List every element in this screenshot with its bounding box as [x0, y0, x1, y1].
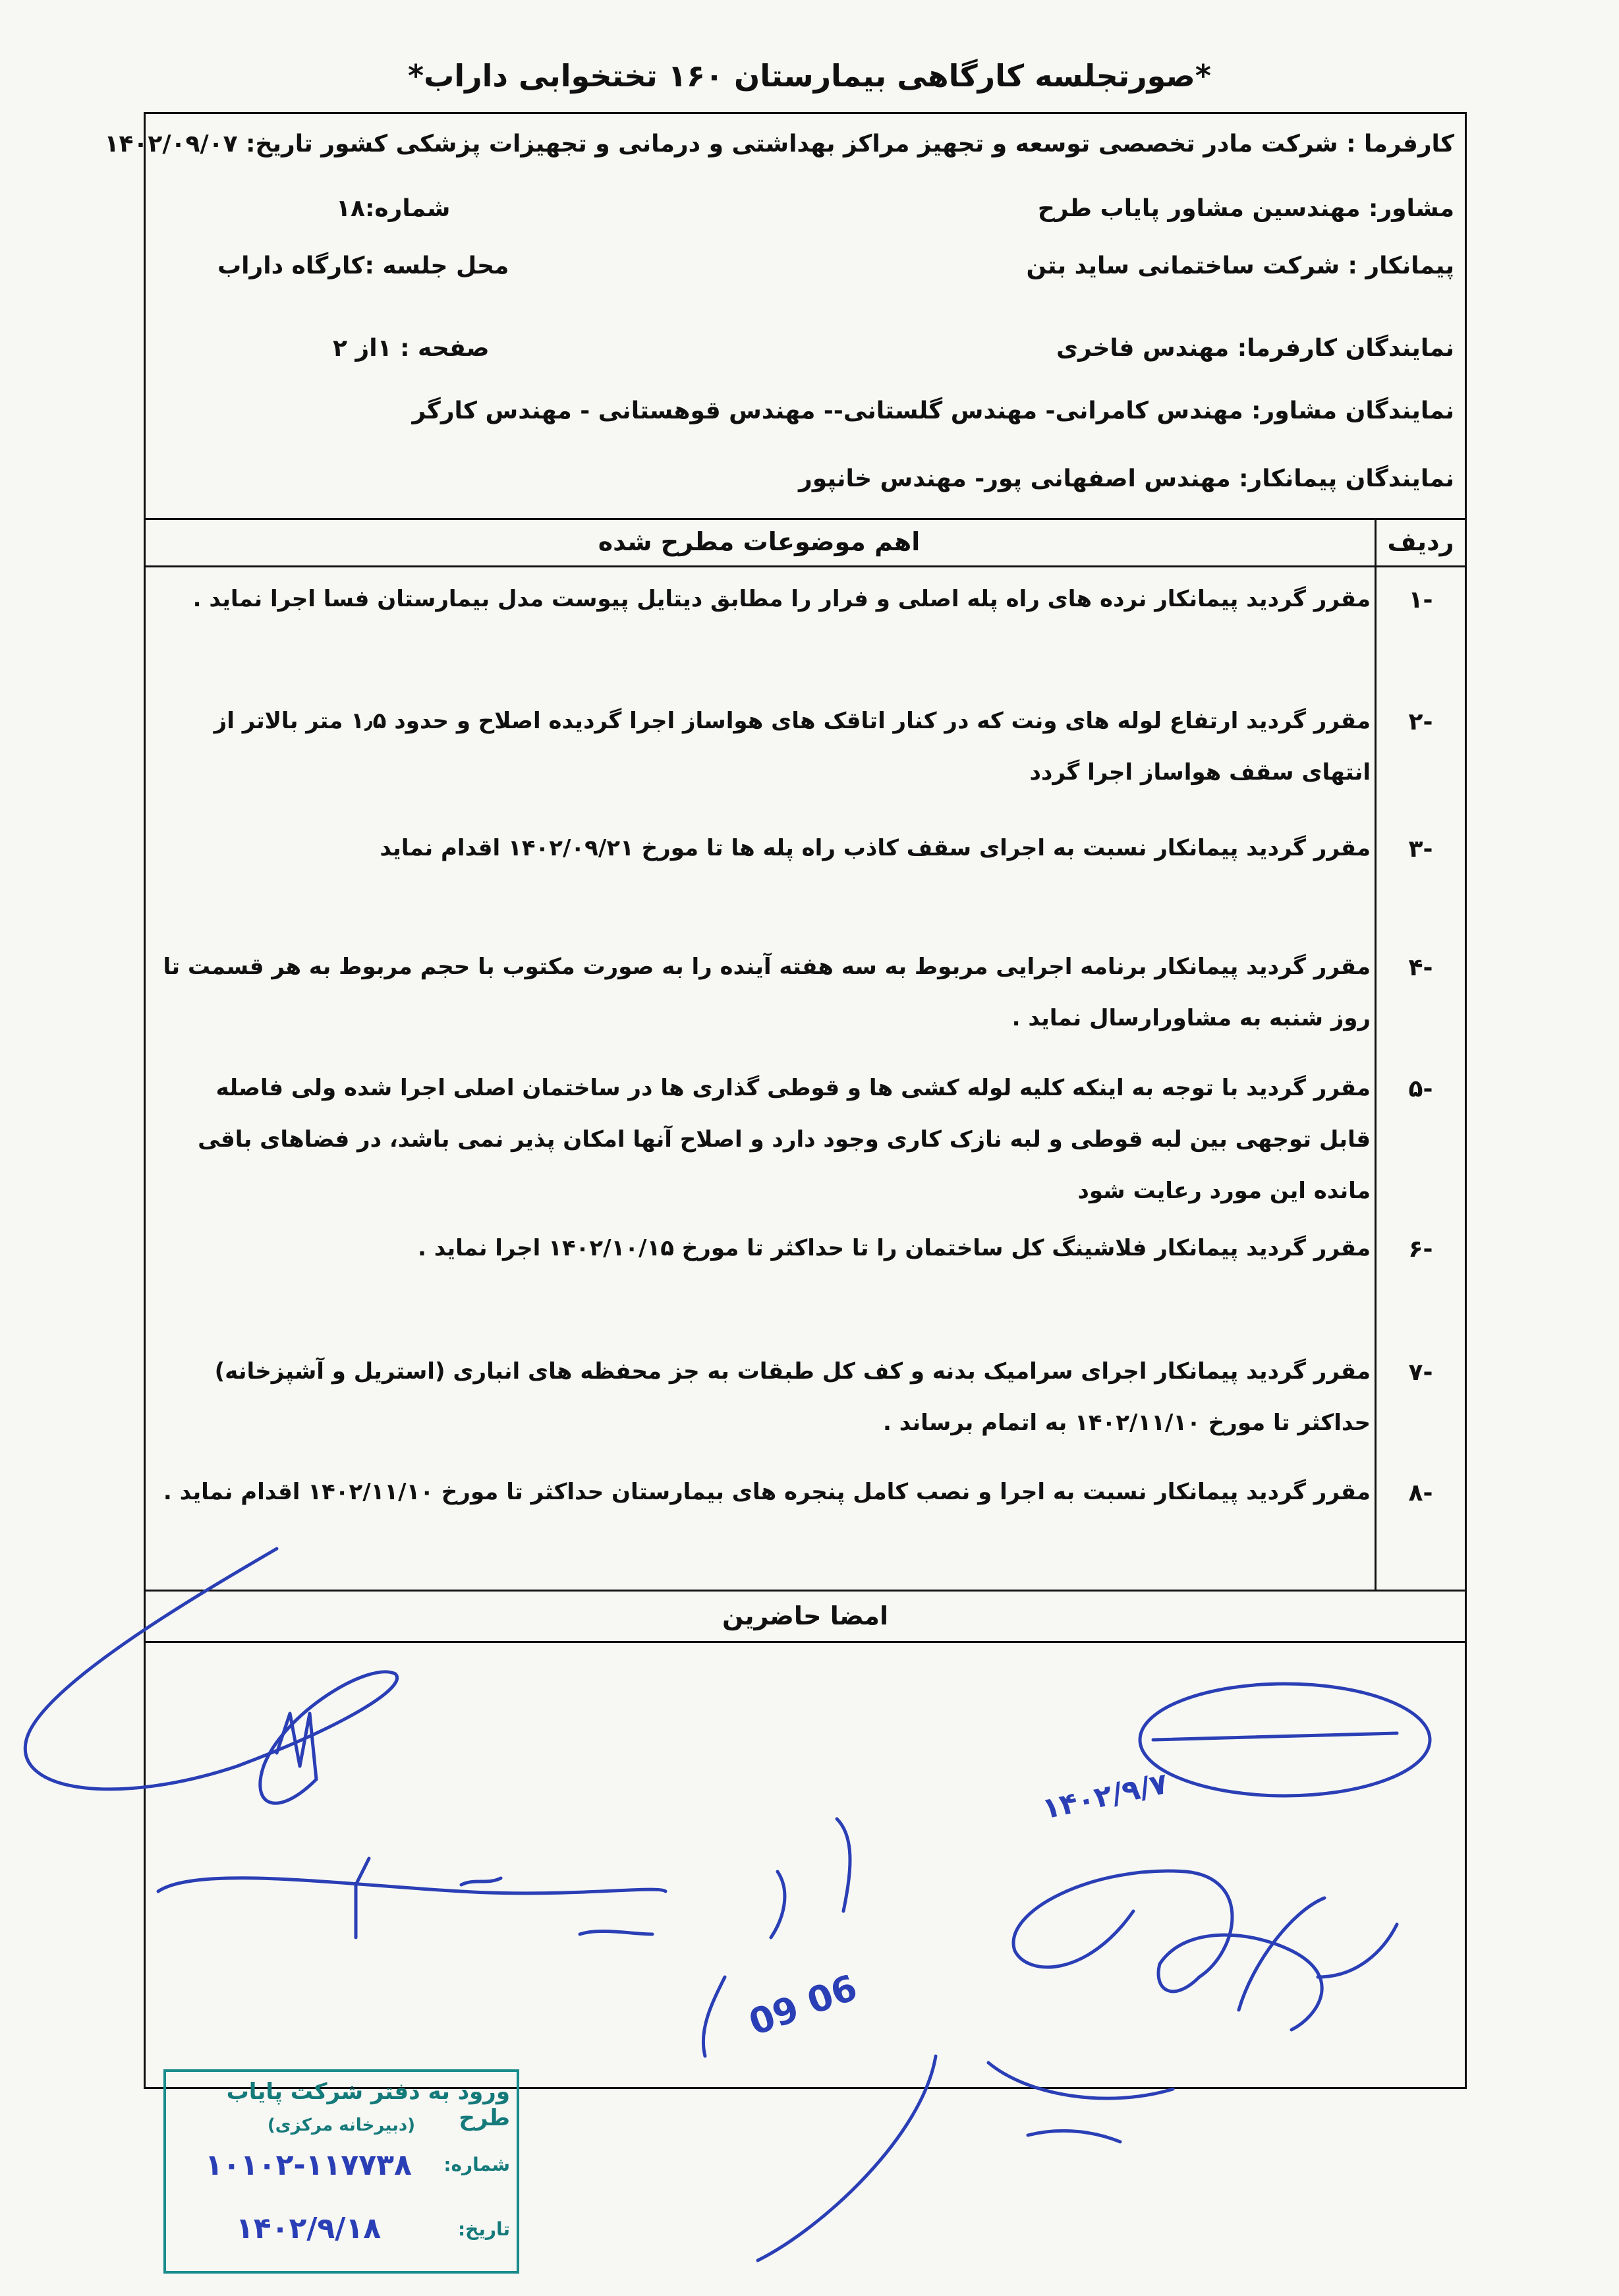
signature-right-scrawl-2: [1239, 1898, 1397, 2010]
signature-right-tail: [988, 2063, 1173, 2142]
signature-middle-curve: [758, 2056, 936, 2260]
page-indicator: صفحه : ۱از ۲: [333, 335, 490, 362]
item-number: ۴-: [1408, 954, 1433, 981]
item-number: ۶-: [1408, 1236, 1433, 1263]
signature-horizontal: [158, 1858, 666, 1937]
signature-date-middle: 09 06: [743, 1966, 863, 2044]
page-title: *صورتجلسه کارگاهی بیمارستان ۱۶۰ تختخوابی داراب*: [408, 58, 1211, 94]
meeting-location: محل جلسه :کارگاه داراب: [217, 252, 509, 279]
item-number: ۱-: [1408, 587, 1433, 614]
item-text: مقرر گردید پیمانکار اجرای سرامیک بدنه و کف کل طبقات به جز محفظه های انباری (استریل و آشپزخانه) حداکثر تا مورخ ۱۴۰۲/۱۱/۱۰ به اتمام برساند .: [214, 1358, 1371, 1436]
session-number: شماره:۱۸: [336, 195, 451, 222]
item-text: مقرر گردید با توجه به اینکه کلیه لوله کشی ها و قوطی گذاری ها در ساختمان اصلی اجرا شده ولی فاصله قابل توجهی بین لبه قوطی و لبه نازک کاری وجود دارد و اصلاح آنها امکان پذیر نمی باشد، در فضاهای باقی مانده این مورد رعایت شود: [198, 1075, 1371, 1204]
contractor-line: پیمانکار : شرکت ساختمانی ساید بتن: [1026, 252, 1454, 279]
signature-date-right: ۱۴۰۲/۹/۷: [1039, 1766, 1171, 1826]
employer-representatives: نمایندگان کارفرما: مهندس فاخری: [1056, 335, 1454, 362]
item-text: مقرر گردید پیمانکار فلاشینگ کل ساختمان را تا حداکثر تا مورخ ۱۴۰۲/۱۰/۱۵ اجرا نماید .: [417, 1235, 1371, 1261]
contractor-representatives: نمایندگان پیمانکار: مهندس اصفهانی پور- مهندس خانپور: [799, 465, 1454, 492]
column-header-topics: اهم موضوعات مطرح شده: [598, 527, 921, 556]
signature-right-line: [1153, 1733, 1397, 1740]
stamp-number-label: شماره:: [443, 2154, 510, 2175]
item-text: مقرر گردید پیمانکار نسبت به اجرا و نصب کامل پنجره های بیمارستان حداکثر تا مورخ ۱۴۰۲/۱۱/۱۰ اقدام نماید .: [163, 1479, 1371, 1505]
item-number: ۲-: [1408, 708, 1433, 735]
item-number: ۷-: [1408, 1359, 1433, 1386]
signatures-label: امضا حاضرین: [722, 1601, 888, 1630]
signature-small-scrawl: [461, 1878, 652, 1934]
signature-left-loop: [25, 1549, 397, 1803]
stamp-number-value: ۱۰۱۰۲-۱۱۷۷۳۸: [205, 2148, 412, 2182]
item-text: مقرر گردید پیمانکار برنامه اجرایی مربوط به سه هفته آینده را به صورت مکتوب با حجم مربوط به هر قسمت تا روز شنبه به مشاورارسال نماید .: [163, 954, 1371, 1031]
column-header-row: ردیف: [1387, 527, 1454, 556]
reception-stamp: [163, 2069, 519, 2274]
item-text: مقرر گردید پیمانکار نسبت به اجرای سقف کاذب راه پله ها تا مورخ ۱۴۰۲/۰۹/۲۱ اقدام نماید: [380, 835, 1371, 861]
signature-right-scrawl: [1013, 1871, 1322, 2030]
item-number: ۵-: [1408, 1076, 1433, 1103]
stamp-date-label: تاریخ:: [457, 2218, 510, 2240]
item-text: مقرر گردید پیمانکار نرده های راه پله اصلی و فرار را مطابق دیتایل پیوست مدل بیمارستان فسا اجرا نماید .: [192, 586, 1371, 612]
consultant-line: مشاور: مهندسین مشاور پایاب طرح: [1037, 195, 1454, 222]
stamp-subtitle: (دبیرخانه مرکزی): [267, 2115, 416, 2135]
stamp-date-value: ۱۴۰۲/۹/۱۸: [235, 2212, 382, 2245]
consultant-representatives: نمایندگان مشاور: مهندس کامرانی- مهندس گلستانی-- مهندس قوهستانی - مهندس کارگر: [412, 397, 1454, 424]
stamp-title: ورود به دفتر شرکت پایاب طرح: [226, 2079, 510, 2131]
item-number: ۳-: [1408, 836, 1433, 863]
employer-line: کارفرما : شرکت مادر تخصصی توسعه و تجهیز مراکز بهداشتی و درمانی و تجهیزات پزشکی کشور تاریخ: ۱۴۰۲/۰۹/۰۷: [104, 130, 1454, 158]
item-number: ۸-: [1408, 1479, 1433, 1507]
item-text: مقرر گردید ارتفاع لوله های ونت که در کنار اتاقک های هواساز اجرا گردیده اصلاح و حدود ۱٫۵ متر بالاتر از انتهای سقف هواساز اجرا گردد: [213, 708, 1371, 786]
